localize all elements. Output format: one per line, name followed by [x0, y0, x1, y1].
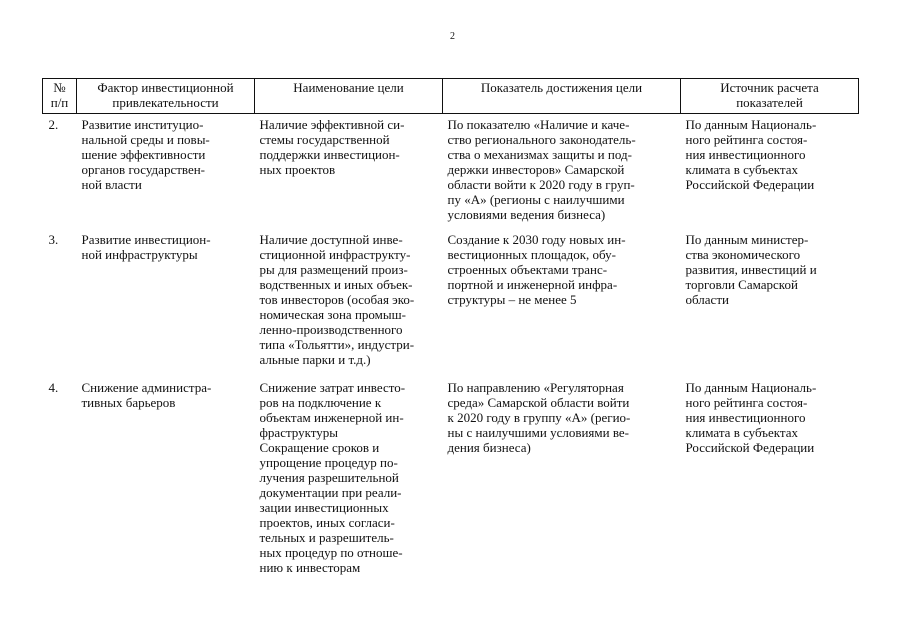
- row-goal: Снижение затрат инвесто- ров на подключение к объектам инженерной ин- фраструктуры Сокращение сроков и упрощение процедур по- лучения разрешительной документации при реали- зации инвестиционных проектов, иных согласи- тельных и разрешитель- ных процедур по отноше- нию к инвесторам: [259, 380, 406, 575]
- row-source: По данным Националь- ного рейтинга состоя- ния инвестиционного климата в субъектах Российской Федерации: [685, 380, 817, 455]
- row-factor: Снижение администра- тивных барьеров: [81, 380, 212, 410]
- header-indicator: Показатель достижения цели: [443, 79, 681, 114]
- row-goal: Наличие доступной инве- стиционной инфраструкту- ры для размещений произ- водственных и иных объек- тов инвесторов (особая эко- номическая зона промыш- ленно-производственного типа «Тольятти», индустри- альные парки и т.д.): [259, 232, 415, 367]
- table-header-row: [43, 79, 859, 114]
- row-indicator: По показателю «Наличие и каче- ство регионального законодатель- ства о механизмах защиты и под- держки инвесторов» Самарской области войти к 2020 году в груп- пу «А» (регионы с наилучшими условиями ведения бизнеса): [447, 117, 636, 222]
- page-number: 2: [450, 31, 455, 42]
- header-number: № п/п: [43, 79, 77, 114]
- row-factor: Развитие инвестицион- ной инфраструктуры: [81, 232, 211, 262]
- row-number: 4.: [48, 380, 59, 395]
- header-goal: Наименование цели: [255, 79, 443, 114]
- investment-goals-table: [42, 78, 859, 600]
- row-number: 2.: [48, 117, 59, 132]
- table-row: [43, 114, 859, 230]
- row-indicator: Создание к 2030 году новых ин- вестиционных площадок, обу- строенных объектами транс- портной и инженерной инфра- структуры – не менее 5: [447, 232, 626, 307]
- row-factor: Развитие институцио- нальной среды и повы- шение эффективности органов государствен- ной власти: [81, 117, 210, 192]
- row-source: По данным Националь- ного рейтинга состоя- ния инвестиционного климата в субъектах Российской Федерации: [685, 117, 817, 192]
- row-source: По данным министер- ства экономического развития, инвестиций и торговли Самарской области: [685, 232, 817, 307]
- header-source: Источник расчета показателей: [681, 79, 859, 114]
- header-factor: Фактор инвестиционной привлекательности: [77, 79, 255, 114]
- row-number: 3.: [48, 232, 59, 247]
- row-goal: Наличие эффективной си- стемы государственной поддержки инвестицион- ных проектов: [259, 117, 405, 177]
- row-indicator: По направлению «Регуляторная среда» Самарской области войти к 2020 году в группу «А» (регио- ны с наилучшими условиями ве- дения бизнеса): [447, 380, 631, 455]
- table-row: [43, 377, 859, 600]
- table-row: [43, 229, 859, 377]
